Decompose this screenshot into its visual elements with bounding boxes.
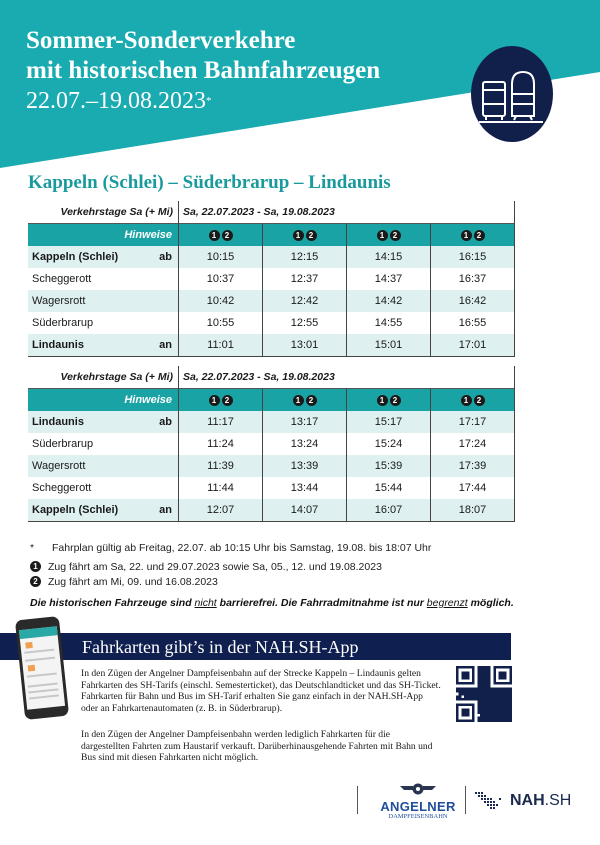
title-line-2: mit historischen Bahnfahrzeugen [26,57,381,84]
time-cell: 18:07 [431,499,515,522]
traffic-days-value: Sa, 22.07.2023 - Sa, 19.08.2023 [179,201,515,224]
accessibility-warning: Die historischen Fahrzeuge sind nicht barrierefrei. Die Fahrradmitnahme ist nur begrenzt möglich. [30,597,514,609]
footnotes [30,540,431,589]
time-cell: 12:37 [263,268,347,290]
table-row [28,499,515,522]
station-name: Wagersrott [32,460,86,472]
time-cell: 15:44 [347,477,431,499]
traffic-days-value: Sa, 22.07.2023 - Sa, 19.08.2023 [179,366,515,389]
notes-markers: 1 2 [347,224,431,247]
time-cell: 12:55 [263,312,347,334]
table-row [28,312,515,334]
nah-sh-logo: NAH.SH [510,792,572,809]
traffic-days-label: Verkehrstage Sa (+ Mi) [60,371,173,383]
station-cell [28,312,179,334]
notes-markers: 1 2 [179,224,263,247]
station-name: Scheggerott [32,482,92,494]
notes-markers: 1 2 [431,389,515,412]
station-name: Lindaunis [32,416,84,428]
station-name: Wagersrott [32,295,86,307]
footnote-2: 2 Zug fährt am Mi, 09. und 16.08.2023 [30,574,431,589]
time-cell: 11:24 [179,433,263,455]
time-cell: 14:37 [347,268,431,290]
time-cell: 16:07 [347,499,431,522]
notes-markers: 1 2 [347,389,431,412]
time-cell: 16:37 [431,268,515,290]
timetable-outbound [28,201,515,357]
arrival-departure-mark: an [159,339,172,351]
timetable-return [28,366,515,522]
time-cell: 11:44 [179,477,263,499]
time-cell: 10:37 [179,268,263,290]
notes-row [28,389,515,412]
time-cell: 13:39 [263,455,347,477]
arrival-departure-mark: ab [159,251,172,263]
time-cell: 10:15 [179,246,263,268]
arrival-departure-mark: ab [159,416,172,428]
traffic-days-row [28,201,515,224]
time-cell: 16:42 [431,290,515,312]
time-cell: 13:24 [263,433,347,455]
notes-markers: 1 2 [179,389,263,412]
station-cell [28,268,179,290]
time-cell: 14:15 [347,246,431,268]
station-cell [28,334,179,357]
time-cell: 12:15 [263,246,347,268]
table-row [28,246,515,268]
page-title [26,26,380,116]
time-cell: 16:55 [431,312,515,334]
notes-label: Hinweise [28,224,179,247]
station-cell [28,290,179,312]
angelner-logo: ANGELNER DAMPFEISENBAHN [380,782,456,821]
time-cell: 15:01 [347,334,431,357]
time-cell: 17:39 [431,455,515,477]
notes-markers: 1 2 [263,389,347,412]
time-cell: 17:44 [431,477,515,499]
notes-markers: 1 2 [431,224,515,247]
station-name: Scheggerott [32,273,92,285]
footnote-asterisk: * Fahrplan gültig ab Freitag, 22.07. ab 10:15 Uhr bis Samstag, 19.08. bis 18:07 Uhr [30,541,432,554]
station-name: Kappeln (Schlei) [32,504,119,516]
time-cell: 13:17 [263,411,347,433]
time-cell: 17:17 [431,411,515,433]
traffic-days-label: Verkehrstage Sa (+ Mi) [60,206,173,218]
app-paragraph-2: In den Zügen der Angelner Dampfeisenbahn werden lediglich Fahrkarten für die dargestellten Fahrten zum Haustarif verkauft. Darüberhinausgehende Fahrten mit Bahn und Bus sind mit diesen Fahrkarten nicht möglich. [81,729,433,763]
table-row [28,433,515,455]
time-cell: 15:17 [347,411,431,433]
table-row [28,455,515,477]
notes-label: Hinweise [28,389,179,412]
station-name: Kappeln (Schlei) [32,251,119,263]
time-cell: 10:55 [179,312,263,334]
arrival-departure-mark: an [159,504,172,516]
table-row [28,290,515,312]
notes-markers: 1 2 [263,224,347,247]
time-cell: 16:15 [431,246,515,268]
time-cell: 11:01 [179,334,263,357]
qr-code-icon[interactable] [456,666,512,722]
station-name: Lindaunis [32,339,84,351]
time-cell: 15:24 [347,433,431,455]
table-row [28,411,515,433]
app-title: Fahrkarten gibt’s in der NAH.SH-App [82,637,359,657]
time-cell: 10:42 [179,290,263,312]
station-cell [28,455,179,477]
station-name: Süderbrarup [32,438,94,450]
time-cell: 14:42 [347,290,431,312]
station-cell [28,246,179,268]
app-paragraph-1: In den Zügen der Angelner Dampfeisenbahn auf der Strecke Kappeln – Lindaunis gelten Fahrkarten des SH-Tarifs (einschl. Semesterticket), das Deutschlandticket und das SH-Ticket. Fahrkarten für Bahn und Bus im SH-Tarif erhalten Sie ganz einfach in der NAH.SH-App oder an Fahrkartenautomaten (z. B. in Süderbrarup). [81,668,441,714]
time-cell: 11:17 [179,411,263,433]
partner-logos [357,780,587,820]
time-cell: 11:39 [179,455,263,477]
table-row [28,334,515,357]
time-cell: 17:24 [431,433,515,455]
time-cell: 14:07 [263,499,347,522]
smartphone-app-icon [15,616,69,720]
wheel-wings-icon [400,783,436,795]
time-cell: 12:07 [179,499,263,522]
time-cell: 15:39 [347,455,431,477]
title-line-1: Sommer-Sonderverkehre [26,27,296,54]
date-range: 22.07.–19.08.2023* [26,88,212,114]
station-cell [28,499,179,522]
time-cell: 12:42 [263,290,347,312]
station-cell [28,411,179,433]
time-cell: 13:01 [263,334,347,357]
notes-row [28,224,515,247]
station-cell [28,433,179,455]
station-name: Süderbrarup [32,317,94,329]
traffic-days-row [28,366,515,389]
time-cell: 13:44 [263,477,347,499]
table-row [28,268,515,290]
bus-and-train-icon [471,46,553,142]
time-cell: 17:01 [431,334,515,357]
route-title: Kappeln (Schlei) – Süderbrarup – Lindaunis [28,172,391,193]
footnote-1: 1 Zug fährt am Sa, 22. und 29.07.2023 sowie Sa, 05., 12. und 19.08.2023 [30,559,431,574]
station-cell [28,477,179,499]
table-row [28,477,515,499]
time-cell: 14:55 [347,312,431,334]
schleswig-holstein-map-icon [475,792,505,810]
